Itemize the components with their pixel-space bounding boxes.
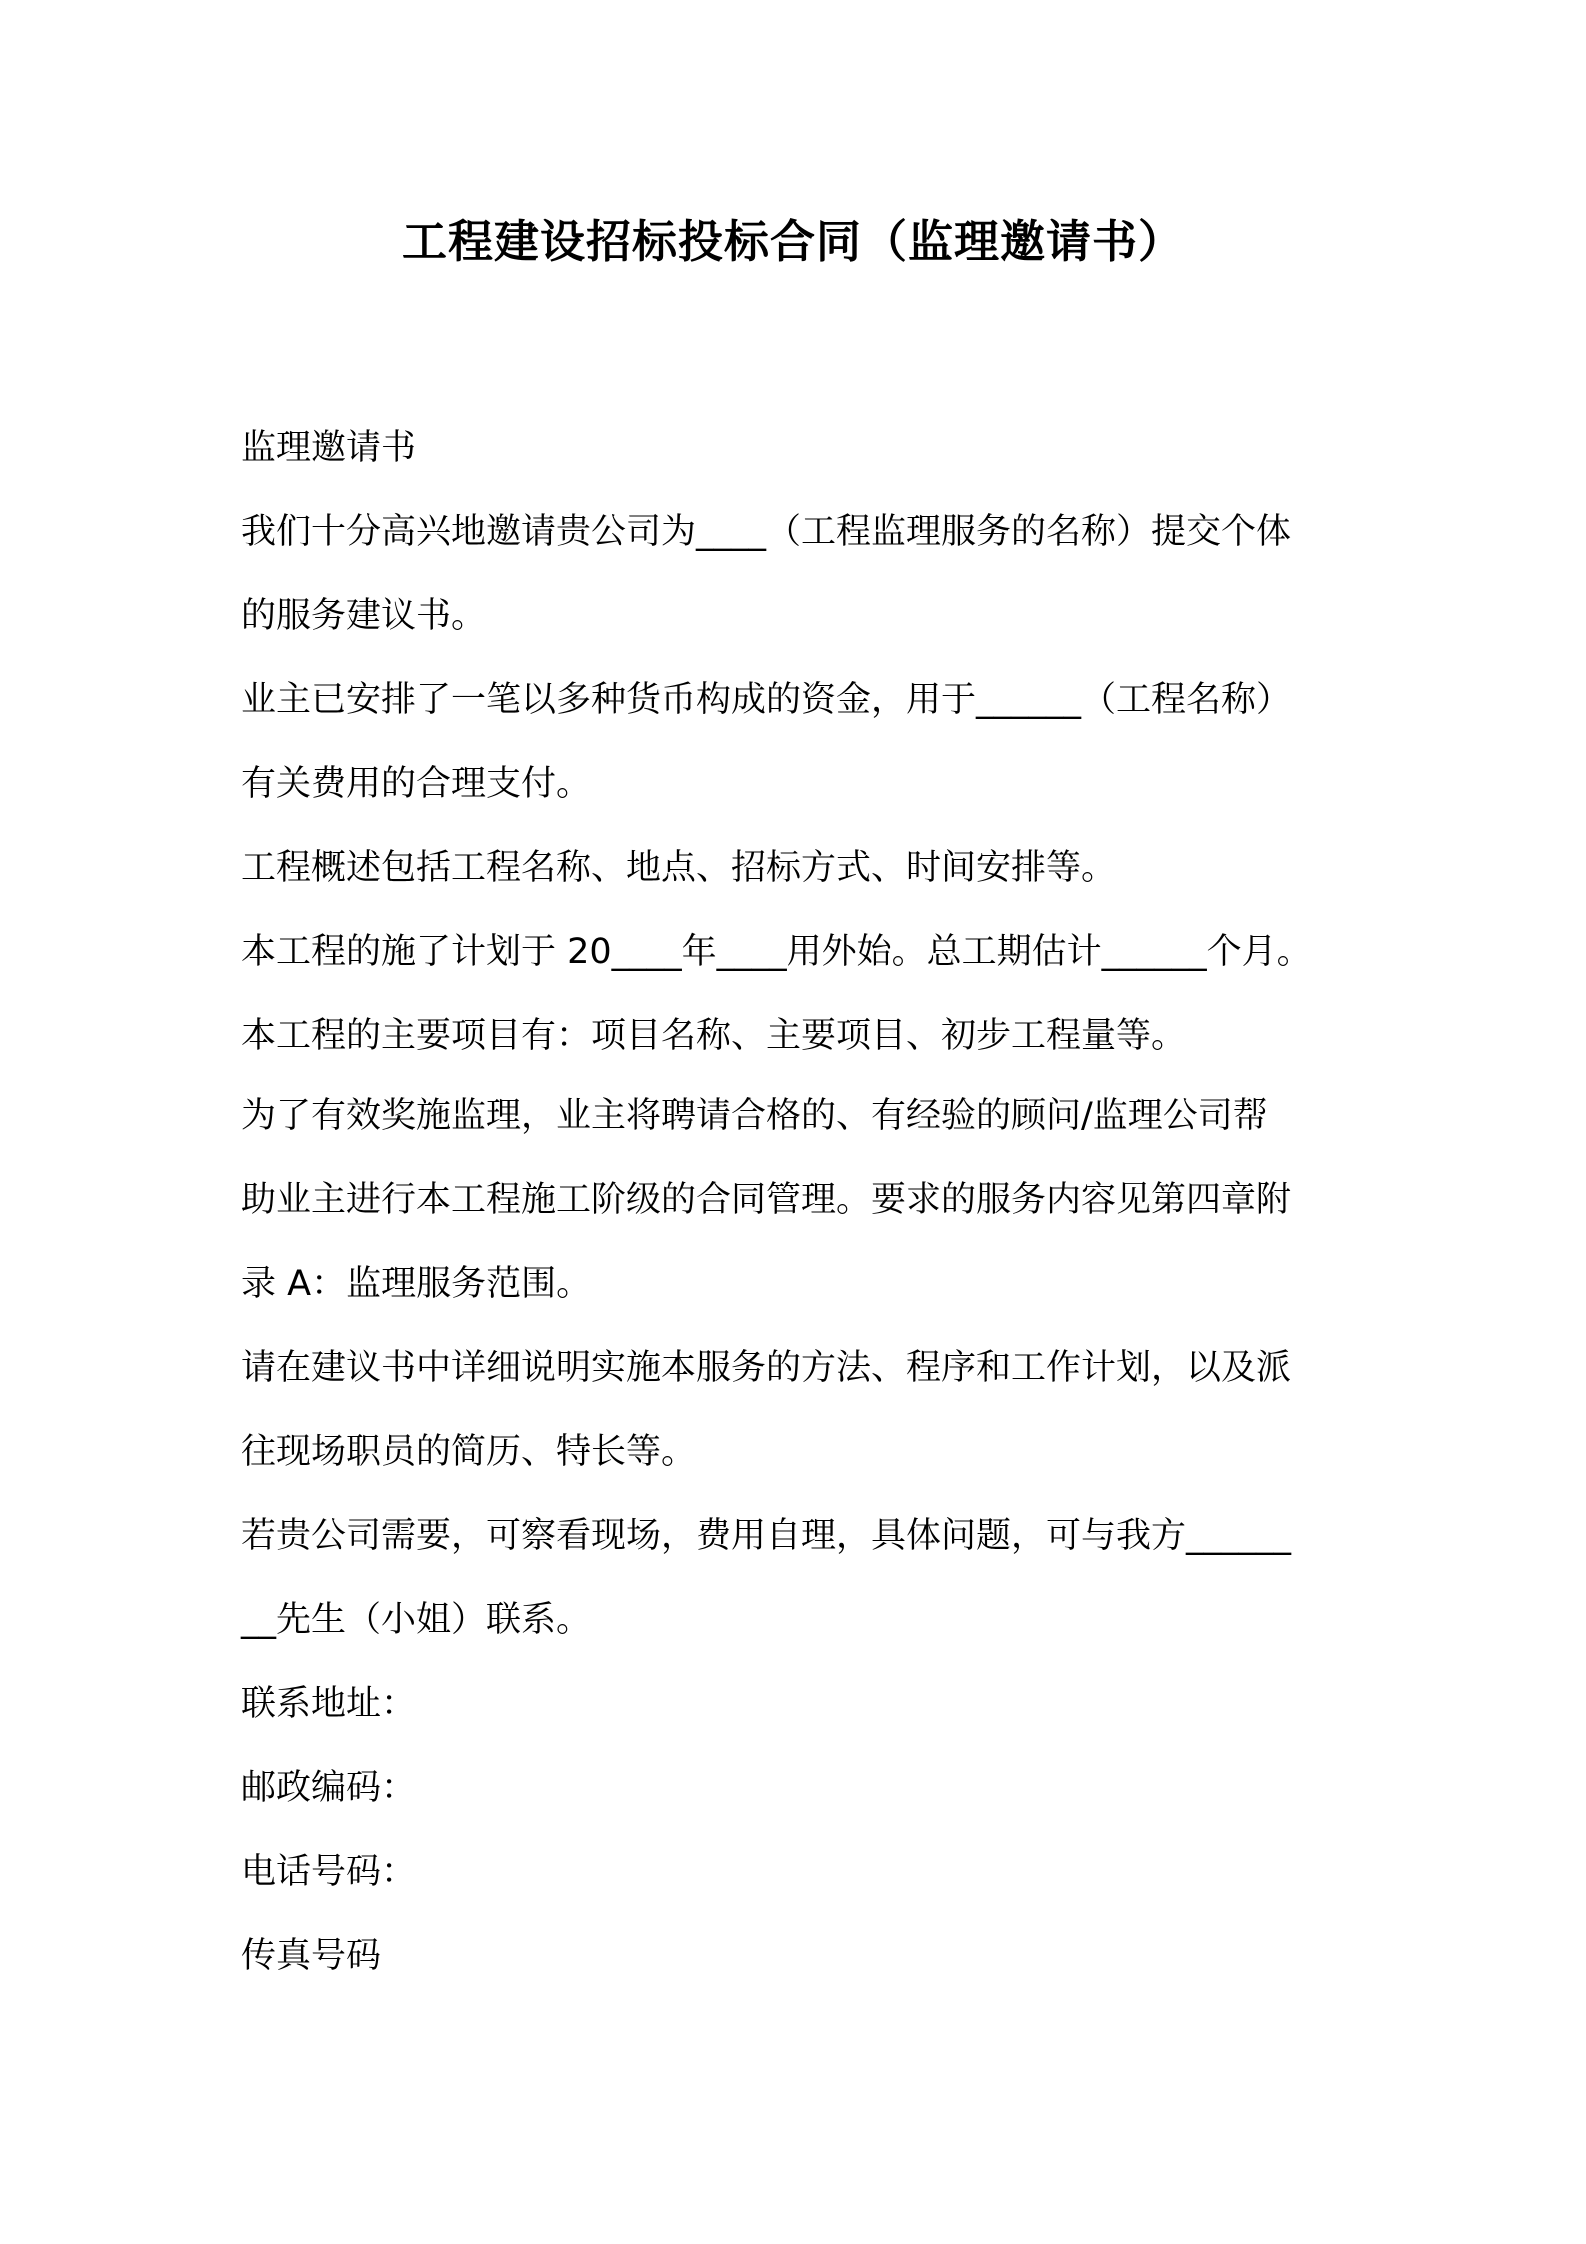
document-title: 工程建设招标投标合同（监理邀请书） [401, 215, 1184, 268]
paragraph-line: 录 A：监理服务范围。 [241, 1264, 592, 1304]
postal-code-label: 邮政编码： [241, 1768, 417, 1808]
paragraph-line: 本工程的主要项目有：项目名称、主要项目、初步工程量等。 [241, 1016, 1187, 1056]
section-heading: 监理邀请书 [241, 428, 417, 468]
paragraph-line: 有关费用的合理支付。 [241, 764, 592, 804]
paragraph-line: 请在建议书中详细说明实施本服务的方法、程序和工作计划，以及派 [241, 1348, 1292, 1388]
phone-number-label: 电话号码： [241, 1852, 417, 1892]
paragraph-line: 本工程的施了计划于 20____年____用外始。总工期估计______个月。 [241, 932, 1312, 972]
paragraph-line: 业主已安排了一笔以多种货币构成的资金，用于______（工程名称） [241, 680, 1292, 720]
paragraph-line: 为了有效奖施监理，业主将聘请合格的、有经验的顾问/监理公司帮 [241, 1096, 1268, 1136]
paragraph-line: 我们十分高兴地邀请贵公司为____（工程监理服务的名称）提交个体 [241, 512, 1292, 552]
paragraph-line: 往现场职员的简历、特长等。 [241, 1432, 697, 1472]
paragraph-line: 助业主进行本工程施工阶级的合同管理。要求的服务内容见第四章附 [241, 1180, 1292, 1220]
contact-address-label: 联系地址： [241, 1684, 417, 1724]
document-body [241, 406, 1361, 1998]
fax-number-label: 传真号码 [241, 1936, 382, 1976]
paragraph-line: 若贵公司需要，可察看现场，费用自理，具体问题，可与我方______ [241, 1516, 1292, 1556]
paragraph-line: 工程概述包括工程名称、地点、招标方式、时间安排等。 [241, 848, 1117, 888]
paragraph-line: 的服务建议书。 [241, 596, 487, 636]
paragraph-line: __先生（小姐）联系。 [241, 1600, 592, 1640]
